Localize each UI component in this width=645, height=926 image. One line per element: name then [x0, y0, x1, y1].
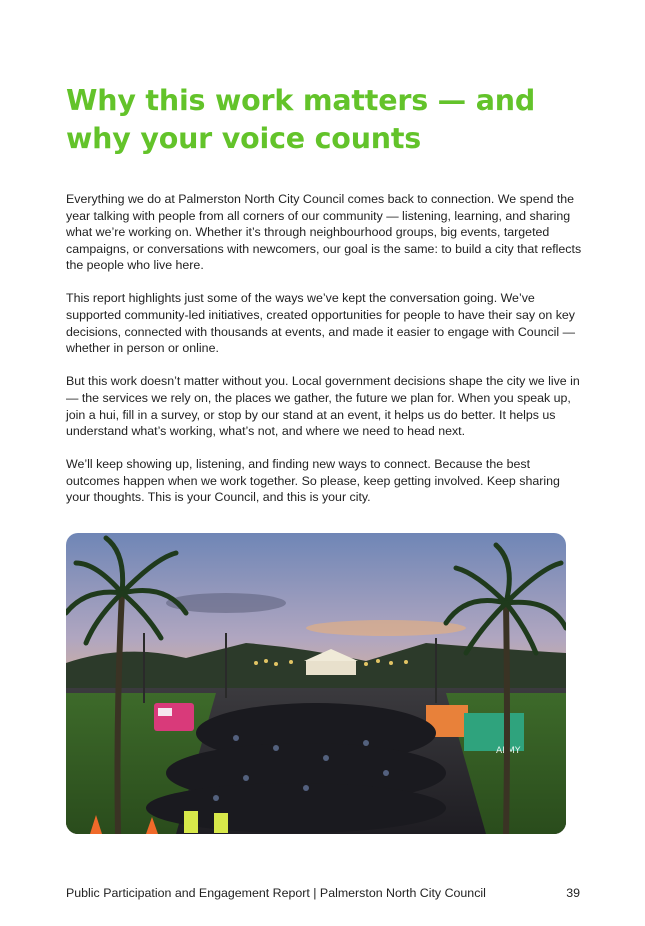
paragraph-1: Everything we do at Palmerston North City Council comes back to connection. We spend the year talking with people from all corners of our community — listening, learning, and sharing what we’re working on. Whether it’s through neighbourhood groups, big events, targeted campaigns, or conversations with newcomers, our goal is the same: to build a city that reflects the people who live here.: [66, 192, 582, 273]
food-truck-sign: ALMY: [496, 746, 521, 756]
paragraph-4: We’ll keep showing up, listening, and finding new ways to connect. Because the best outcomes happen when we work together. So please, keep getting involved. Keep sharing your thoughts. This is your Council, and this is your city.: [66, 457, 560, 505]
paragraph-2: This report highlights just some of the ways we’ve kept the conversation going. We’ve supported community-led initiatives, created opportunities for people to have their say on key decisions, connected with thousands at events, and made it easier to engage with Council — whether in person or online.: [66, 291, 576, 356]
page-number: 39: [566, 886, 580, 900]
page-footer: [66, 886, 580, 900]
paragraph-3: But this work doesn’t matter without you. Local government decisions shape the city we live in — the services we rely on, the places we gather, the future we plan for. When you speak up, join a hui, fill in a survey, or stop by our stand at an event, it helps us do better. It helps us understand what’s working, what’s not, and where we need to head next.: [66, 374, 580, 439]
event-photo: [66, 533, 566, 834]
event-photo-illustration: [66, 533, 566, 834]
footer-report-title: Public Participation and Engagement Report | Palmerston North City Council: [66, 886, 486, 900]
body-text: [66, 191, 586, 523]
page-title: Why this work matters — and why your voice counts: [66, 84, 536, 155]
